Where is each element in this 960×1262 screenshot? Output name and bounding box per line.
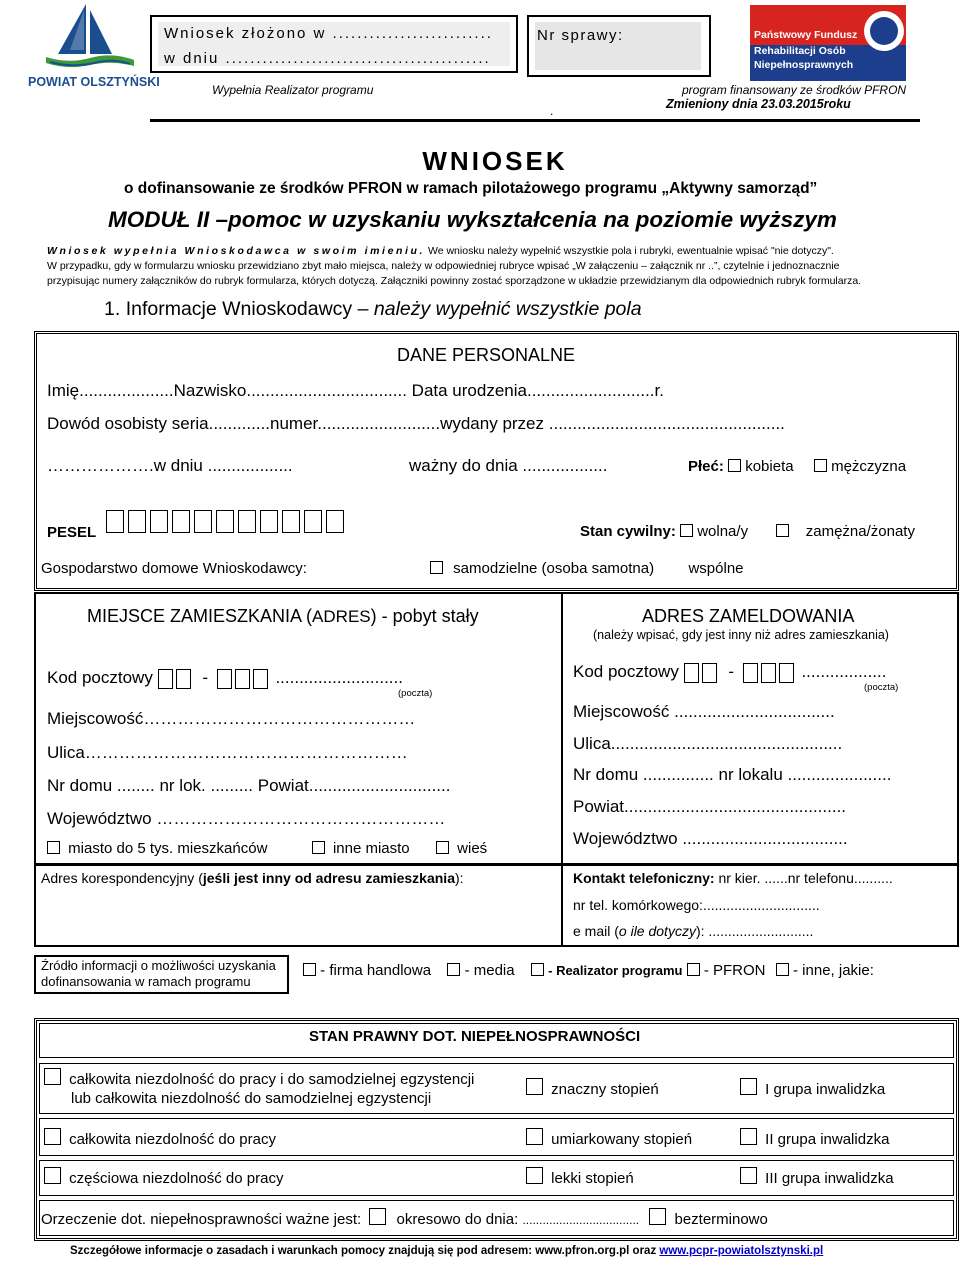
area-code-label: nr kier.: [718, 870, 761, 886]
personal-data-heading: DANE PERSONALNE: [397, 345, 576, 365]
pesel-digit-box[interactable]: [304, 510, 322, 533]
registration-street-row: [573, 734, 842, 754]
header-dot: .: [550, 104, 554, 118]
incapacity-total: [44, 1128, 276, 1148]
degree-moderate: [526, 1128, 692, 1148]
group-two: [740, 1128, 889, 1148]
postal-digit-box[interactable]: [235, 669, 250, 689]
degree-moderate-label: umiarkowany stopień: [551, 1131, 693, 1148]
pesel-digit-box[interactable]: [326, 510, 344, 533]
marital-married-label: zamężna/żonaty: [805, 523, 915, 540]
pesel-digit-box[interactable]: [106, 510, 124, 533]
incapacity-partial: [44, 1167, 283, 1187]
contact-divider: [561, 864, 563, 947]
source-other-checkbox[interactable]: [776, 963, 789, 976]
issued-by-field[interactable]: ..................................................: [548, 414, 785, 433]
submitted-date: w dniu ...........................................: [164, 50, 491, 67]
degree-moderate-checkbox[interactable]: [526, 1128, 543, 1145]
instructions-all-fields: We wniosku należy wypełnić wszystkie pola i rubryki, ewentualnie wpisać "nie dotyczy".: [428, 245, 834, 257]
registration-town-row: [573, 702, 835, 722]
disability-row1-text: [44, 1068, 474, 1088]
residence-street-label: Ulica: [47, 743, 85, 762]
case-number-box: [527, 15, 711, 77]
locality-city-checkbox[interactable]: [312, 841, 325, 854]
section1-title: [104, 298, 642, 321]
valid-until-label: ważny do dnia: [409, 456, 518, 475]
residence-house-label: Nr domu: [47, 776, 113, 795]
incapacity-total-label: całkowita niezdolność do pracy: [69, 1131, 276, 1148]
residence-heading-mid: ADRES: [312, 607, 371, 626]
first-name-label: Imię: [47, 381, 80, 400]
registration-street-label: Ulica: [573, 734, 611, 753]
household-alone-checkbox[interactable]: [430, 561, 443, 574]
degree-significant: [526, 1078, 659, 1098]
contact-phone-label: Kontakt telefoniczny:: [573, 870, 715, 886]
header-rule: [150, 119, 920, 122]
phone-number-field[interactable]: ..........: [853, 870, 893, 886]
case-number-label: Nr sprawy:: [537, 27, 624, 44]
disability-heading: STAN PRAWNY DOT. NIEPEŁNOSPRAWNOŚCI: [309, 1028, 641, 1045]
footer-text: Szczegółowe informacje o zasadach i warunkach pomocy znajdują się pod adresem: www.pfron.org.pl oraz: [70, 1245, 657, 1257]
id-series-label: seria: [171, 414, 209, 433]
pesel-digit-box[interactable]: [172, 510, 190, 533]
source-pfron-label: - PFRON: [703, 962, 766, 979]
email-field[interactable]: ...........................: [708, 923, 814, 939]
source-label-line1: Źródło informacji o możliwości uzyskania: [41, 958, 276, 973]
surname-field[interactable]: ..................................: [246, 381, 407, 400]
postal-digit-box[interactable]: [743, 663, 758, 683]
source-other-label: - inne, jakie:: [793, 962, 874, 979]
incapacity-total-independent-line1: całkowita niezdolność do pracy i do samodzielnej egzystencji: [69, 1071, 475, 1088]
pesel-digit-box[interactable]: [150, 510, 168, 533]
birth-date-label: Data urodzenia: [411, 381, 527, 400]
degree-light-checkbox[interactable]: [526, 1167, 543, 1184]
pfron-circle-inner: [870, 17, 898, 45]
correspondence-label-bold: jeśli jest inny od adresu zamieszkania: [202, 870, 455, 886]
registration-house-label: Nr domu: [573, 765, 639, 784]
source-media-label: - media: [464, 962, 515, 979]
residence-county-label: Powiat: [257, 776, 309, 795]
module-title: MODUŁ II –pomoc w uzyskaniu wykształcenia na poziomie wyższym: [108, 207, 837, 232]
marital-status-label: Stan cywilny:: [580, 523, 676, 540]
postal-dash: -: [202, 668, 208, 687]
section1-number: 1.: [104, 298, 121, 320]
registration-town-label: Miejscowość: [573, 702, 670, 721]
incapacity-total-independent-checkbox[interactable]: [44, 1068, 61, 1085]
mobile-field[interactable]: ..............................: [702, 897, 820, 913]
registration-flat-field[interactable]: ......................: [787, 765, 892, 784]
residence-flat-label: nr lok.: [159, 776, 206, 795]
issued-by-label: wydany przez: [440, 414, 545, 433]
residence-town-row: [47, 709, 415, 729]
source-label-line2: dofinansowania w ramach programu: [41, 974, 251, 989]
pfron-logo-line3: Niepełnosprawnych: [754, 59, 854, 71]
postal-digit-box[interactable]: [761, 663, 776, 683]
email-label-end: ):: [695, 923, 705, 939]
degree-light: [526, 1167, 634, 1187]
phone-number-label: ..nr telefonu: [779, 870, 854, 886]
source-organizer-checkbox[interactable]: [531, 963, 544, 976]
registration-postal-dash: -: [728, 662, 734, 681]
registration-postal-row: [573, 662, 886, 683]
residence-postal-label: Kod pocztowy: [47, 668, 153, 687]
registration-voivodeship-field[interactable]: ...................................: [682, 829, 848, 848]
household-alone-label: samodzielne (osoba samotna): [453, 560, 655, 577]
form-title: WNIOSEK: [422, 146, 568, 176]
residence-heading-end: ) - pobyt stały: [370, 606, 479, 626]
residence-house-field[interactable]: ........: [116, 776, 155, 795]
gender-male-checkbox[interactable]: [814, 459, 827, 472]
residence-heading: [87, 606, 479, 627]
residence-post-field[interactable]: ...........................: [275, 668, 403, 687]
pesel-digit-box[interactable]: [194, 510, 212, 533]
issue-date-label: w dniu: [153, 456, 203, 475]
id-row: [47, 414, 785, 434]
source-options: [303, 962, 874, 979]
marital-status-group: [580, 523, 915, 540]
address-divider: [561, 592, 563, 865]
incapacity-total-independent-line2: lub całkowita niezdolność do samodzielnej egzystencji: [71, 1090, 432, 1107]
residence-voivodeship-field[interactable]: ……………………………………………: [156, 809, 446, 828]
incapacity-partial-checkbox[interactable]: [44, 1167, 61, 1184]
id-number-field[interactable]: ..........................: [317, 414, 441, 433]
pesel-boxes[interactable]: [106, 510, 348, 533]
instructions-line3: przypisując numery załączników do rubryk formularza, których dotyczą. Załączniki powinny zostać sporządzone w układzie przewidzianym dla odpowiednich rubryk formularza.: [47, 275, 862, 287]
locality-small-label: miasto do 5 tys. mieszkańców: [68, 840, 268, 857]
pfron-logo: [750, 5, 906, 81]
certificate-validity-row: [41, 1208, 768, 1228]
registration-house-field[interactable]: ...............: [642, 765, 714, 784]
registration-street-field[interactable]: .................................................: [610, 734, 843, 753]
validity-permanent-label: bezterminowo: [674, 1211, 768, 1228]
name-row: [47, 381, 664, 401]
postal-digit-box[interactable]: [702, 663, 717, 683]
marital-single-label: wolna/y: [697, 523, 749, 540]
postal-digit-box[interactable]: [253, 669, 268, 689]
certificate-validity-label: Orzeczenie dot. niepełnosprawności ważne jest:: [41, 1211, 362, 1228]
first-name-field[interactable]: ....................: [79, 381, 174, 400]
residence-county-field[interactable]: ..............................: [308, 776, 451, 795]
registration-postal-label: Kod pocztowy: [573, 662, 679, 681]
correspondence-label-start: Adres korespondencyjny (: [41, 870, 203, 886]
issued-by-continued[interactable]: ……………….: [47, 456, 154, 475]
registration-heading: ADRES ZAMELDOWANIA: [642, 606, 855, 626]
residence-street-row: [47, 743, 408, 763]
submitted-in: Wniosek złożono w ..........................: [164, 25, 493, 42]
correspondence-label-end: ):: [454, 870, 464, 886]
household-shared-label: wspólne: [688, 560, 744, 577]
pesel-digit-box[interactable]: [238, 510, 256, 533]
pesel-digit-box[interactable]: [282, 510, 300, 533]
birth-date-field[interactable]: ...........................r.: [526, 381, 664, 400]
surname-label: Nazwisko: [173, 381, 247, 400]
valid-until: [409, 456, 607, 476]
pesel-digit-box[interactable]: [260, 510, 278, 533]
residence-house-row: [47, 776, 450, 796]
degree-significant-checkbox[interactable]: [526, 1078, 543, 1095]
section1-title-plain: Informacje Wnioskodawcy –: [125, 298, 374, 320]
degree-significant-label: znaczny stopień: [551, 1081, 659, 1098]
residence-post-hint: (poczta): [398, 688, 433, 699]
locality-village-label: wieś: [457, 840, 488, 857]
residence-heading-start: MIEJSCE ZAMIESZKANIA (: [87, 606, 313, 626]
correspondence-address-label: [41, 870, 464, 886]
gender-female-checkbox[interactable]: [728, 459, 741, 472]
registration-county-field[interactable]: ...............................................: [624, 797, 847, 816]
validity-temporary-label: okresowo do dnia:: [396, 1211, 519, 1228]
valid-until-field[interactable]: ..................: [522, 456, 608, 475]
group-two-checkbox[interactable]: [740, 1128, 757, 1145]
source-pfron-checkbox[interactable]: [687, 963, 700, 976]
household-label: Gospodarstwo domowe Wnioskodawcy:: [41, 560, 307, 577]
incapacity-total-checkbox[interactable]: [44, 1128, 61, 1145]
marital-single-checkbox[interactable]: [680, 524, 693, 537]
pesel-digit-box[interactable]: [216, 510, 234, 533]
residence-flat-field[interactable]: .........: [210, 776, 253, 795]
issue-date-row: [47, 456, 293, 476]
postal-digit-box[interactable]: [684, 663, 699, 683]
residence-town-label: Miejscowość: [47, 709, 144, 728]
instructions-spaced: Wniosek wypełnia Wnioskodawca w swoim imieniu.: [47, 245, 426, 257]
postal-digit-box[interactable]: [779, 663, 794, 683]
registration-post-hint: (poczta): [864, 682, 899, 693]
group-one: [740, 1078, 885, 1098]
postal-digit-box[interactable]: [217, 669, 232, 689]
validity-date-field[interactable]: ...................................: [522, 1213, 640, 1227]
section1-title-italic: należy wypełnić wszystkie pola: [373, 298, 642, 320]
gender-female-label: kobieta: [745, 458, 794, 475]
program-funded-note: program finansowany ze środków PFRON: [682, 83, 907, 97]
area-code-field[interactable]: ....: [764, 870, 780, 886]
footer-link[interactable]: www.pcpr-powiatolsztynski.pl: [659, 1245, 824, 1257]
source-media-checkbox[interactable]: [447, 963, 460, 976]
source-company-label: - firma handlowa: [320, 962, 432, 979]
locality-small-checkbox[interactable]: [47, 841, 60, 854]
group-three: [740, 1167, 894, 1187]
email-label: e mail (: [573, 923, 619, 939]
source-company-checkbox[interactable]: [303, 963, 316, 976]
validity-permanent-checkbox[interactable]: [649, 1208, 666, 1225]
powiat-logo: [28, 2, 160, 92]
id-series-field[interactable]: .............: [208, 414, 271, 433]
incapacity-partial-label: częściowa niezdolność do pracy: [69, 1170, 284, 1187]
powiat-logo-text: POWIAT OLSZTYŃSKI: [28, 75, 160, 89]
instructions-line1: [47, 245, 834, 257]
residence-postal-row: [47, 668, 403, 689]
email-row: [573, 923, 813, 939]
registration-voivodeship-row: [573, 829, 848, 849]
sailboat-icon: [28, 2, 146, 72]
postal-digit-box[interactable]: [158, 669, 173, 689]
residence-town-field[interactable]: …………………………………………: [143, 709, 416, 728]
registration-post-field[interactable]: ..................: [801, 662, 887, 681]
registration-voivodeship-label: Województwo: [573, 829, 678, 848]
pesel-digit-box[interactable]: [128, 510, 146, 533]
registration-house-row: [573, 765, 891, 785]
household-options: [430, 560, 744, 577]
registration-county-label: Powiat: [573, 797, 625, 816]
changed-date-note: Zmieniony dnia 23.03.2015roku: [666, 97, 851, 111]
residence-street-field[interactable]: …………………………………………………: [84, 743, 408, 762]
instructions-line2: W przypadku, gdy w formularzu wniosku przewidziano zbyt mało miejsca, należy w odpowiedniej rubryce wpisać „W załączeniu – załącznik nr ..”, czytelnie i jednoznacznie: [47, 260, 840, 272]
gender-male-label: mężczyzna: [831, 458, 907, 475]
submission-box: [150, 15, 518, 73]
pfron-logo-line1: Państwowy Fundusz: [754, 29, 858, 41]
registration-note: (należy wpisać, gdy jest inny niż adres zamieszkania): [593, 628, 889, 642]
mobile-label: nr tel. komórkowego:: [573, 897, 703, 913]
email-label-italic: o ile dotyczy: [618, 923, 696, 939]
contact-phone-row: [573, 870, 893, 886]
locality-city-label: inne miasto: [332, 840, 410, 857]
residence-voivodeship-row: [47, 809, 445, 829]
degree-light-label: lekki stopień: [551, 1170, 634, 1187]
source-organizer-label: - Realizator programu: [548, 963, 683, 978]
filled-by-note: Wypełnia Realizator programu: [212, 83, 374, 97]
registration-county-row: [573, 797, 846, 817]
residence-voivodeship-label: Województwo: [47, 809, 152, 828]
group-three-checkbox[interactable]: [740, 1167, 757, 1184]
postal-digit-box[interactable]: [176, 669, 191, 689]
registration-flat-label: nr lokalu: [718, 765, 783, 784]
gender-group: [688, 458, 906, 475]
group-three-label: III grupa inwalidzka: [765, 1170, 894, 1187]
group-one-label: I grupa inwalidzka: [765, 1081, 886, 1098]
locality-village-checkbox[interactable]: [436, 841, 449, 854]
marital-married-checkbox[interactable]: [776, 524, 789, 537]
group-one-checkbox[interactable]: [740, 1078, 757, 1095]
group-two-label: II grupa inwalidzka: [765, 1131, 890, 1148]
footer-info: [70, 1245, 823, 1257]
issue-date-field[interactable]: ..................: [207, 456, 293, 475]
id-number-label: numer: [270, 414, 318, 433]
validity-temporary-checkbox[interactable]: [369, 1208, 386, 1225]
mobile-row: [573, 897, 820, 913]
gender-label: Płeć:: [688, 458, 724, 475]
locality-type-options: [47, 840, 487, 857]
registration-town-field[interactable]: ..................................: [674, 702, 835, 721]
id-card-label: Dowód osobisty: [47, 414, 168, 433]
pfron-logo-line2: Rehabilitacji Osób: [754, 45, 846, 57]
form-subtitle: o dofinansowanie ze środków PFRON w ramach pilotażowego programu „Aktywny samorząd”: [124, 180, 818, 197]
pesel-label: PESEL: [47, 524, 97, 541]
